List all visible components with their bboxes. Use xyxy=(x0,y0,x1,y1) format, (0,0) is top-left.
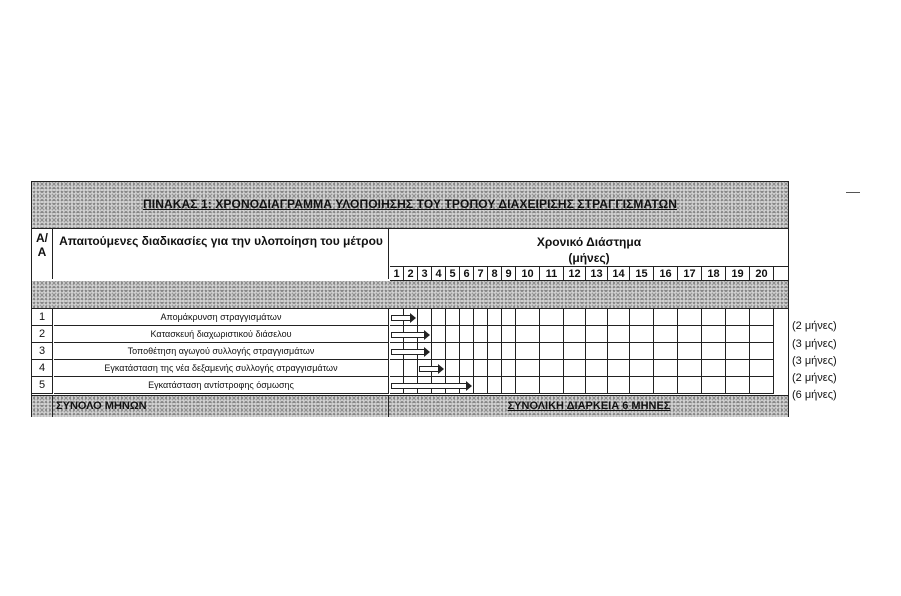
duration-note: (2 μήνες) xyxy=(792,320,837,332)
grid-cell xyxy=(460,360,474,377)
grid-cell xyxy=(750,343,774,360)
row-process: Κατασκευή διαχωριστικού διάσελου xyxy=(54,326,389,343)
grid-cell xyxy=(488,343,502,360)
total-aa-cell xyxy=(32,396,53,417)
duration-note: (6 μήνες) xyxy=(792,389,837,401)
grid-cell xyxy=(654,343,678,360)
row-process: Εγκατάσταση της νέα δεξαμενής συλλογής στραγγισμάτων xyxy=(54,360,389,377)
month-cell: 16 xyxy=(654,267,678,281)
grid-cell xyxy=(418,309,432,326)
month-cell: 20 xyxy=(750,267,774,281)
month-cell: 9 xyxy=(502,267,516,281)
table-title: ΠΙΝΑΚΑΣ 1: ΧΡΟΝΟΔΙΑΓΡΑΜΜΑ ΥΛΟΠΟΙΗΣΗΣ ΤΟΥ ΤΡΟΠΟΥ ΔΙΑΧΕΙΡΙΣΗΣ ΣΤΡΑΓΓΙΣΜΑΤΩΝ xyxy=(143,197,677,211)
grid-cell xyxy=(750,360,774,377)
grid-cell xyxy=(726,309,750,326)
total-duration: ΣΥΝΟΛΙΚΗ ΔΙΑΡΚΕΙΑ 6 ΜΗΝΕΣ xyxy=(507,400,671,412)
grid-cell xyxy=(446,343,460,360)
month-cell: 1 xyxy=(390,267,404,281)
grid-cell xyxy=(654,377,678,394)
month-cell: 7 xyxy=(474,267,488,281)
grid-cell xyxy=(404,360,418,377)
grid-cell xyxy=(460,326,474,343)
month-cell: 17 xyxy=(678,267,702,281)
grid-cell xyxy=(654,360,678,377)
grid-cell xyxy=(630,377,654,394)
page-mark xyxy=(846,192,860,193)
grid-cell xyxy=(630,309,654,326)
month-cell: 5 xyxy=(446,267,460,281)
row-process: Απομάκρυνση στραγγισμάτων xyxy=(54,309,389,326)
header-time-unit: (μήνες) xyxy=(568,251,610,265)
row-process: Τοποθέτηση αγωγού συλλογής στραγγισμάτων xyxy=(54,343,389,360)
grid-cell xyxy=(446,309,460,326)
duration-bar xyxy=(391,315,411,321)
grid-cell xyxy=(654,326,678,343)
month-cell: 4 xyxy=(432,267,446,281)
grid-cell xyxy=(702,309,726,326)
title-row xyxy=(32,182,788,229)
month-cell: 15 xyxy=(630,267,654,281)
grid-cell xyxy=(502,377,516,394)
month-cell: 19 xyxy=(726,267,750,281)
month-cell: 18 xyxy=(702,267,726,281)
row-process: Εγκατάσταση αντίστροφης όσμωσης xyxy=(54,377,389,394)
grid-cell xyxy=(608,377,630,394)
row-number: 3 xyxy=(32,343,53,360)
total-label: ΣΥΝΟΛΟ ΜΗΝΩΝ xyxy=(54,396,389,417)
grid-cell xyxy=(474,360,488,377)
grid-cell xyxy=(488,377,502,394)
grid-cell xyxy=(540,343,564,360)
month-cell: 14 xyxy=(608,267,630,281)
grid-cell xyxy=(474,377,488,394)
row-number: 2 xyxy=(32,326,53,343)
duration-bar xyxy=(391,332,425,338)
grid-cell xyxy=(678,343,702,360)
grid-cell xyxy=(654,309,678,326)
grid-cell xyxy=(540,360,564,377)
schedule-table xyxy=(31,181,789,417)
grid-cell xyxy=(678,360,702,377)
grid-cell xyxy=(446,360,460,377)
grid-cell xyxy=(516,326,540,343)
grid-cell xyxy=(702,377,726,394)
grid-cell xyxy=(474,309,488,326)
grid-cell xyxy=(488,326,502,343)
duration-bar xyxy=(391,383,467,389)
grid-cell xyxy=(516,343,540,360)
grid-cell xyxy=(540,326,564,343)
grid-cell xyxy=(726,326,750,343)
grid-cell xyxy=(726,360,750,377)
grid-cell xyxy=(488,360,502,377)
month-cell: 10 xyxy=(516,267,540,281)
header-time-label: Χρονικό Διάστημα xyxy=(536,235,642,249)
duration-bar xyxy=(419,366,439,372)
grid-cell xyxy=(446,326,460,343)
grid-cell xyxy=(750,326,774,343)
grid-cell xyxy=(432,343,446,360)
grid-cell xyxy=(608,343,630,360)
grid-cell xyxy=(586,377,608,394)
grid-cell xyxy=(702,343,726,360)
grid-cell xyxy=(502,360,516,377)
grid-cell xyxy=(678,326,702,343)
row-number: 1 xyxy=(32,309,53,326)
duration-note: (3 μήνες) xyxy=(792,338,837,350)
duration-note: (2 μήνες) xyxy=(792,372,837,384)
total-row xyxy=(32,395,788,417)
grid-cell xyxy=(564,360,586,377)
month-cell: 3 xyxy=(418,267,432,281)
grid-cell xyxy=(474,326,488,343)
grid-cell xyxy=(432,326,446,343)
grid-cell xyxy=(502,326,516,343)
gantt-grid xyxy=(390,309,788,395)
grid-cell xyxy=(390,360,404,377)
grid-cell xyxy=(608,326,630,343)
header-aa: Α/Α xyxy=(32,229,53,279)
row-number: 5 xyxy=(32,377,53,394)
grid-cell xyxy=(750,377,774,394)
grid-cell xyxy=(564,343,586,360)
month-cell: 13 xyxy=(586,267,608,281)
grid-cell xyxy=(586,343,608,360)
grid-cell xyxy=(564,309,586,326)
grid-cell xyxy=(564,326,586,343)
grid-cell xyxy=(608,309,630,326)
grid-cell xyxy=(516,377,540,394)
month-cell: 11 xyxy=(540,267,564,281)
grid-cell xyxy=(460,343,474,360)
grid-cell xyxy=(564,377,586,394)
month-cell: 6 xyxy=(460,267,474,281)
grid-cell xyxy=(608,360,630,377)
grid-cell xyxy=(502,343,516,360)
grid-cell xyxy=(630,326,654,343)
grid-cell xyxy=(702,326,726,343)
shaded-spacer-row xyxy=(32,281,788,309)
grid-cell xyxy=(502,309,516,326)
grid-cell xyxy=(540,309,564,326)
grid-cell xyxy=(678,309,702,326)
header-time xyxy=(390,229,788,265)
month-cell: 8 xyxy=(488,267,502,281)
duration-bar xyxy=(391,349,425,355)
grid-cell xyxy=(432,309,446,326)
grid-cell xyxy=(630,343,654,360)
grid-cell xyxy=(460,309,474,326)
grid-cell xyxy=(586,309,608,326)
grid-cell xyxy=(586,360,608,377)
grid-cell xyxy=(474,343,488,360)
grid-cell xyxy=(750,309,774,326)
duration-note: (3 μήνες) xyxy=(792,355,837,367)
month-header-row xyxy=(390,266,788,281)
grid-cell xyxy=(678,377,702,394)
row-number: 4 xyxy=(32,360,53,377)
month-cell: 2 xyxy=(404,267,418,281)
month-cell: 12 xyxy=(564,267,586,281)
grid-cell xyxy=(540,377,564,394)
grid-cell xyxy=(586,326,608,343)
grid-cell xyxy=(516,360,540,377)
grid-cell xyxy=(726,343,750,360)
grid-cell xyxy=(488,309,502,326)
grid-cell xyxy=(630,360,654,377)
grid-cell xyxy=(726,377,750,394)
header-process: Απαιτούμενες διαδικασίες για την υλοποίηση του μέτρου xyxy=(54,229,389,279)
grid-cell xyxy=(702,360,726,377)
grid-cell xyxy=(516,309,540,326)
